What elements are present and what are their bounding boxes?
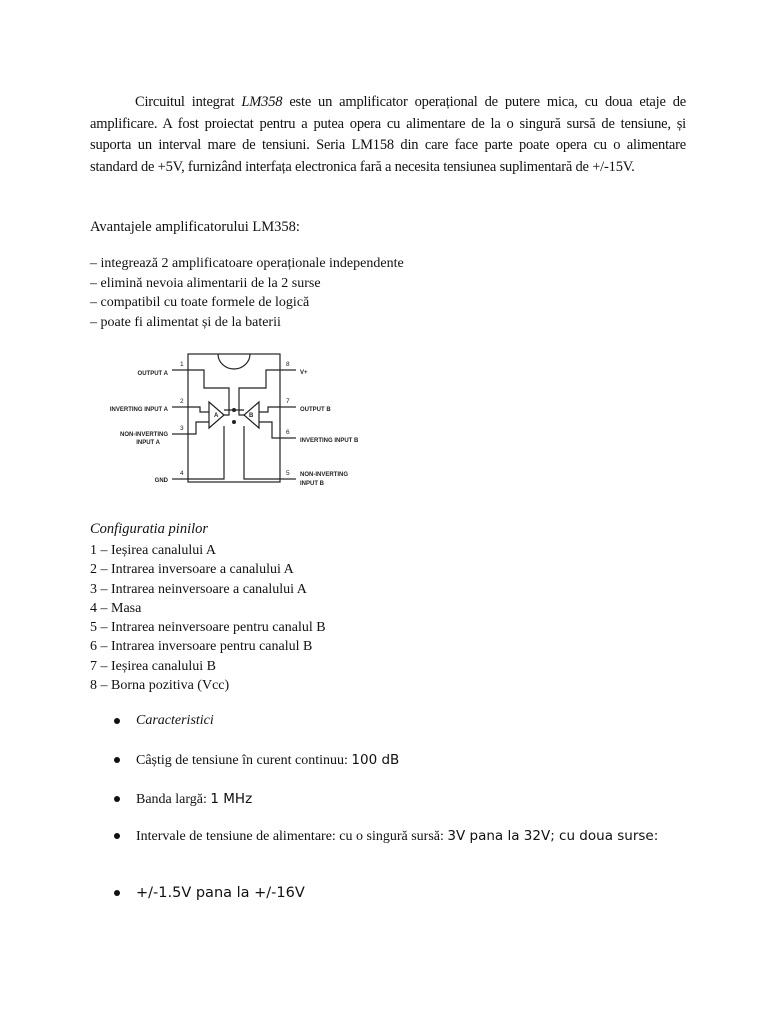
label-noninverting-a-2: INPUT A <box>136 440 160 446</box>
label-noninverting-b-1: NON-INVERTING <box>300 472 348 478</box>
amp-label-a: A <box>214 413 219 419</box>
lm358-pinout-diagram <box>96 348 372 500</box>
bullet-icon <box>114 796 120 802</box>
bullet-icon <box>114 890 120 896</box>
pin-config-list <box>90 541 326 695</box>
pin-item: 3 – Intrarea neinversoare a canalului A <box>90 581 307 597</box>
supply-value: 3V pana la 32V; cu doua surse: <box>447 828 659 844</box>
label-inverting-input-b: INVERTING INPUT B <box>300 438 359 444</box>
label-noninverting-a-1: NON-INVERTING <box>120 432 168 438</box>
pin-item: 6 – Intrarea inversoare pentru canalul B <box>90 639 313 655</box>
advantages-title: Avantajele amplificatorului LM358: <box>90 219 300 235</box>
bullet-icon <box>114 833 120 839</box>
label-inverting-input-a: INVERTING INPUT A <box>109 407 168 413</box>
gain-label: Câștig de tensiune în curent continuu: <box>136 753 352 768</box>
bullet-icon <box>114 718 120 724</box>
label-output-b: OUTPUT B <box>300 407 331 413</box>
gain-value: 100 dB <box>351 752 400 768</box>
intro-text-1: Circuitul integrat <box>135 94 242 110</box>
advantage-item: – elimină nevoia alimentarii de la 2 surse <box>90 275 321 291</box>
label-vplus: V+ <box>300 370 308 376</box>
pin-number: 6 <box>286 429 290 436</box>
pin-item: 7 – Ieșirea canalului B <box>90 658 216 674</box>
supply-label: Intervale de tensiune de alimentare: cu o singură sursă: <box>136 829 448 844</box>
label-output-a: OUTPUT A <box>137 371 168 377</box>
amp-label-b: B <box>249 413 254 419</box>
pin-number: 4 <box>180 470 184 477</box>
advantage-item: – compatibil cu toate formele de logică <box>90 295 310 310</box>
chip-notch <box>218 354 250 369</box>
bandwidth-value: 1 MHz <box>210 791 253 807</box>
pin-number: 3 <box>180 425 184 432</box>
features-heading: Caracteristici <box>136 713 214 728</box>
intro-text-2: este un amplificator operațional de putere mica, cu doua etaje de amplificare. A fost proiectat pentru a putea opera cu alimentare de la o singură sursă de tensiune, și suporta un interval mare de tensiuni. Seria LM158 din care face parte poate opera cu o alimentare standard de +5V, furnizând interfața electronica fară a necesita tensiunea suplimentară de +/-15V. <box>90 94 686 175</box>
advantage-item: – poate fi alimentat și de la baterii <box>90 314 281 330</box>
pin-config-title: Configuratia pinilor <box>90 521 209 537</box>
label-gnd: GND <box>154 478 168 484</box>
pin-item: 1 – Ieșirea canalului A <box>90 543 216 558</box>
label-noninverting-b-2: INPUT B <box>300 481 324 487</box>
intro-paragraph <box>90 92 686 178</box>
advantages-list <box>90 254 404 332</box>
advantage-item: – integrează 2 amplificatoare operaționale independente <box>90 256 404 271</box>
pin-item: 5 – Intrarea neinversoare pentru canalul B <box>90 620 326 636</box>
intro-chip-name: LM358 <box>241 94 283 110</box>
pin-number: 2 <box>180 398 184 405</box>
bullet-icon <box>114 757 120 763</box>
pin-number: 7 <box>286 398 290 405</box>
pin-number: 5 <box>286 470 290 477</box>
pin-item: 2 – Intrarea inversoare a canalului A <box>90 562 294 578</box>
pin-item: 8 – Borna pozitiva (Vcc) <box>90 678 230 694</box>
dual-supply-value: +/-1.5V pana la +/-16V <box>136 885 305 901</box>
pin-number: 8 <box>286 361 290 368</box>
pin-item: 4 – Masa <box>90 600 142 616</box>
bandwidth-label: Banda largă: <box>136 792 211 807</box>
pin-number: 1 <box>180 361 184 368</box>
